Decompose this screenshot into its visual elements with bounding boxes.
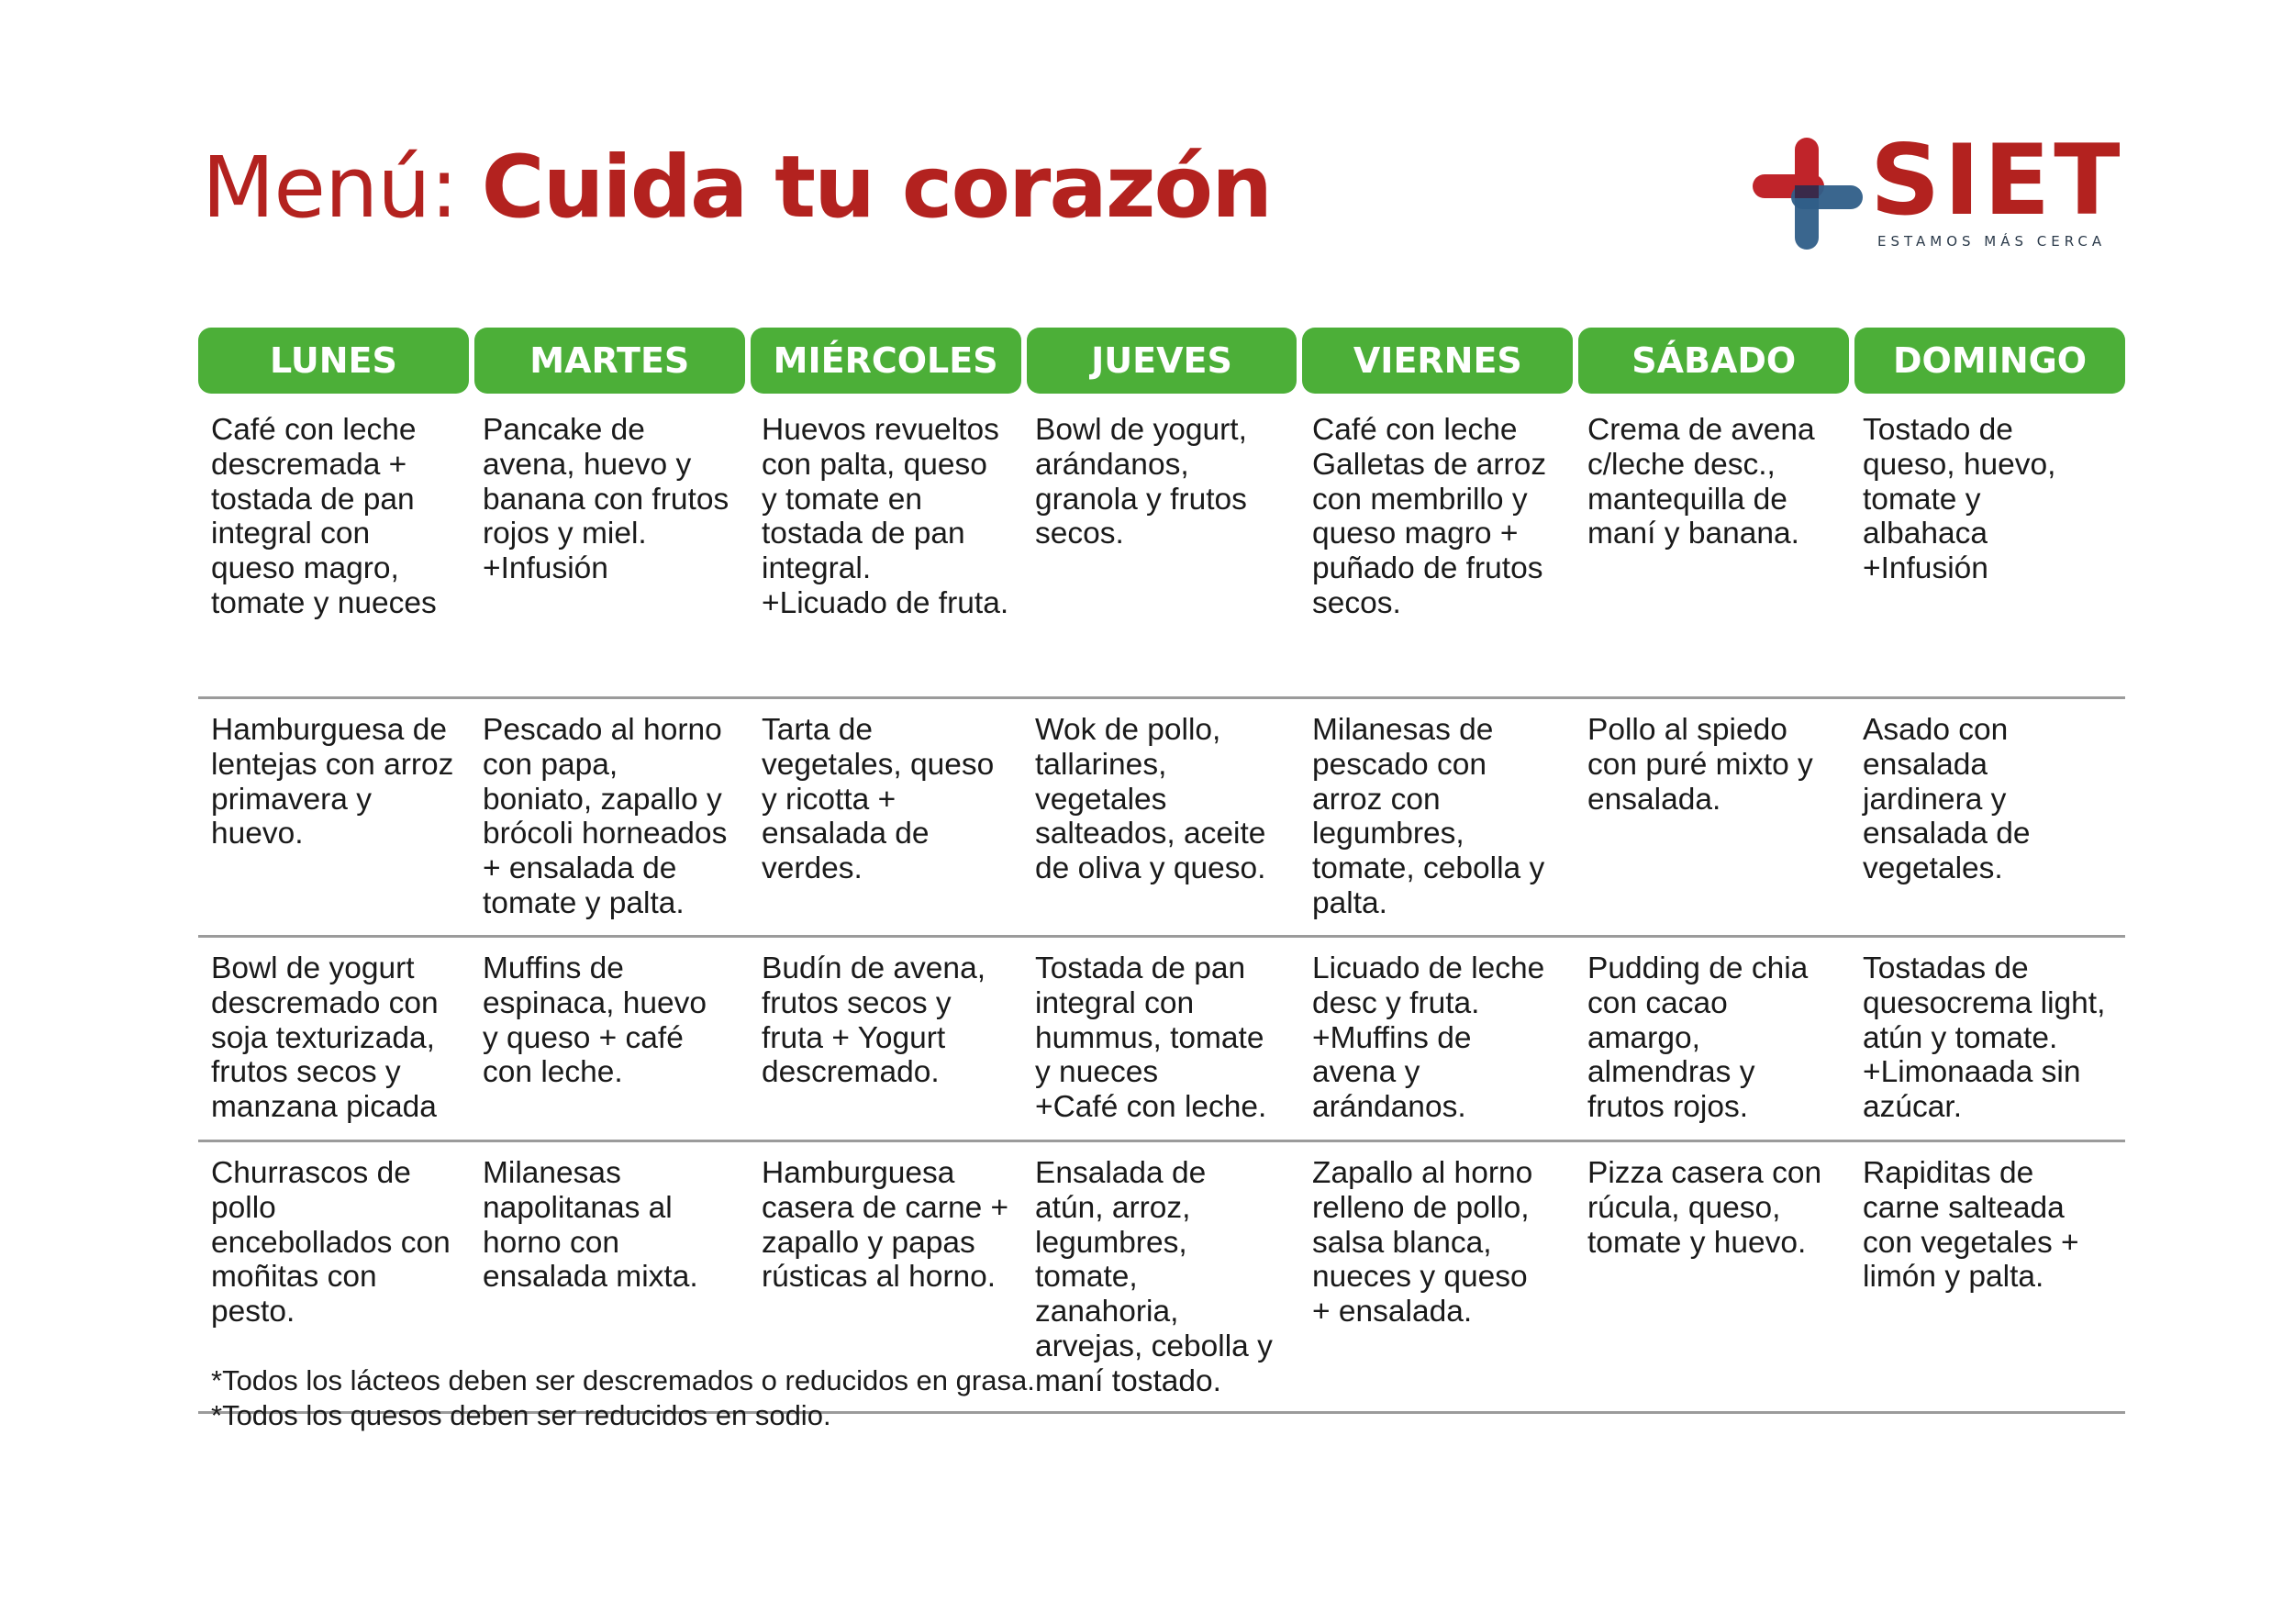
meal-cell: Pizza casera con rúcula, queso, tomate y huevo. xyxy=(1587,1156,1822,1260)
title-main: Cuida tu corazón xyxy=(481,138,1272,238)
day-header-domingo: DOMINGO xyxy=(1854,328,2125,394)
meal-cell: Wok de pollo, tallarines, vegetales salteados, aceite de oliva y queso. xyxy=(1035,713,1266,886)
logo-wordmark: SIET xyxy=(1870,124,2124,237)
day-header-row xyxy=(198,328,2125,394)
day-header-martes: MARTES xyxy=(474,328,745,394)
meal-cell: Hamburguesa de lentejas con arroz primavera y huevo. xyxy=(211,713,454,851)
meal-cell: Tostada de pan integral con hummus, tomate y nueces +Café con leche. xyxy=(1035,951,1267,1125)
day-header-sabado: SÁBADO xyxy=(1578,328,1849,394)
day-header-lunes: LUNES xyxy=(198,328,469,394)
meal-cell: Huevos revueltos con palta, queso y tomate en tostada de pan integral. +Licuado de fruta. xyxy=(762,413,1009,620)
meal-cell: Zapallo al horno relleno de pollo, salsa blanca, nueces y queso + ensalada. xyxy=(1312,1156,1533,1329)
meal-cell: Bowl de yogurt descremado con soja texturizada, frutos secos y manzana picada xyxy=(211,951,439,1125)
footnote-cheese: *Todos los quesos deben ser reducidos en sodio. xyxy=(211,1399,831,1431)
logo-tagline: ESTAMOS MÁS CERCA xyxy=(1877,233,2107,250)
meal-cell: Rapiditas de carne salteada con vegetales + limón y palta. xyxy=(1863,1156,2079,1295)
siet-logo xyxy=(1753,124,2124,257)
day-header-miercoles: MIÉRCOLES xyxy=(751,328,1021,394)
meal-cell: Churrascos de pollo encebollados con moñitas con pesto. xyxy=(211,1156,451,1329)
medical-cross-icon xyxy=(1753,138,1863,250)
day-header-jueves: JUEVES xyxy=(1027,328,1297,394)
meal-cell: Licuado de leche desc y fruta. +Muffins de avena y arándanos. xyxy=(1312,951,1545,1125)
meal-cell: Café con leche Galletas de arroz con membrillo y queso magro + puñado de frutos secos. xyxy=(1312,413,1547,620)
footnote-dairy: *Todos los lácteos deben ser descremados o reducidos en grasa. xyxy=(211,1364,1035,1396)
meal-cell: Ensalada de atún, arroz, legumbres, tomate, zanahoria, arvejas, cebolla y maní tostado. xyxy=(1035,1156,1273,1398)
meal-cell: Milanesas de pescado con arroz con legumbres, tomate, cebolla y palta. xyxy=(1312,713,1545,920)
meal-cell: Tostadas de quesocrema light, atún y tomate. +Limonaada sin azúcar. xyxy=(1863,951,2106,1125)
meal-cell: Muffins de espinaca, huevo y queso + café con leche. xyxy=(483,951,707,1090)
meal-row-lunch xyxy=(198,699,2125,938)
meal-cell: Asado con ensalada jardinera y ensalada de vegetales. xyxy=(1863,713,2031,886)
meal-cell: Tarta de vegetales, queso y ricotta + ensalada de verdes. xyxy=(762,713,995,886)
weekly-menu-table xyxy=(198,328,2125,1414)
meal-cell: Budín de avena, frutos secos y fruta + Yogurt descremado. xyxy=(762,951,986,1090)
meal-cell: Crema de avena c/leche desc., mantequilla de maní y banana. xyxy=(1587,413,1815,551)
footnotes xyxy=(211,1363,1035,1433)
meal-row-snack xyxy=(198,938,2125,1142)
day-header-viernes: VIERNES xyxy=(1302,328,1573,394)
meal-row-breakfast xyxy=(198,394,2125,699)
meal-cell: Tostado de queso, huevo, tomate y albahaca +Infusión xyxy=(1863,413,2056,586)
meal-cell: Bowl de yogurt, arándanos, granola y frutos secos. xyxy=(1035,413,1247,551)
meal-cell: Pollo al spiedo con puré mixto y ensalada. xyxy=(1587,713,1813,817)
meal-cell: Milanesas napolitanas al horno con ensalada mixta. xyxy=(483,1156,698,1295)
meal-cell: Hamburguesa casera de carne + zapallo y papas rústicas al horno. xyxy=(762,1156,1009,1295)
title-prefix: Menú: xyxy=(202,139,458,237)
meal-cell: Pudding de chia con cacao amargo, almendras y frutos rojos. xyxy=(1587,951,1809,1125)
meal-cell: Café con leche descremada + tostada de pan integral con queso magro, tomate y nueces xyxy=(211,413,437,620)
page-title xyxy=(202,138,1271,248)
meal-cell: Pescado al horno con papa, boniato, zapallo y brócoli horneados + ensalada de tomate y palta. xyxy=(483,713,728,920)
meal-cell: Pancake de avena, huevo y banana con frutos rojos y miel. +Infusión xyxy=(483,413,729,586)
